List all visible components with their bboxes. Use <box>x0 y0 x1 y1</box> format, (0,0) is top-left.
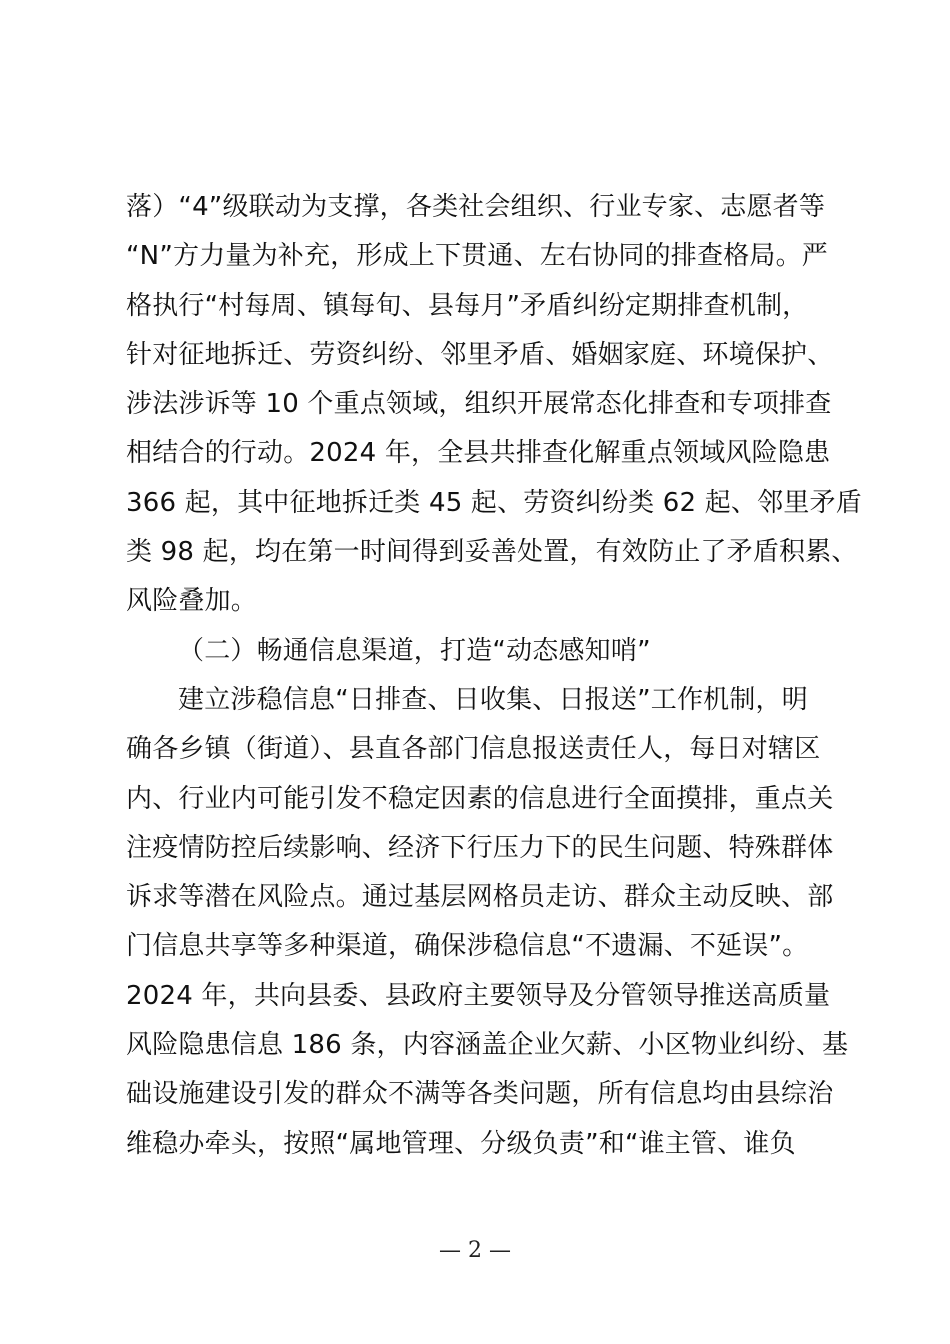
page-number: — 2 — <box>439 1238 511 1263</box>
paragraph-line: 2024 年，共向县委、县政府主要领导及分管领导推送高质量 <box>126 980 831 1011</box>
paragraph-line: 针对征地拆迁、劳资纠纷、邻里矛盾、婚姻家庭、环境保护、 <box>126 339 834 370</box>
paragraph-line: 诉求等潜在风险点。通过基层网格员走访、群众主动反映、部 <box>126 882 834 913</box>
paragraph-line: 注疫情防控后续影响、经济下行压力下的民生问题、特殊群体 <box>126 832 834 863</box>
body-text <box>126 183 862 1169</box>
paragraph-line: 366 起，其中征地拆迁类 45 起、劳资纠纷类 62 起、邻里矛盾 <box>126 487 862 518</box>
paragraph-line: 维稳办牵头，按照“属地管理、分级负责”和“谁主管、谁负 <box>126 1128 796 1159</box>
paragraph-line: 相结合的行动。2024 年，全县共排查化解重点领域风险隐患 <box>126 438 831 469</box>
paragraph-line: “N”方力量为补充，形成上下贯通、左右协同的排查格局。严 <box>126 241 828 272</box>
paragraph-line: 落）“4”级联动为支撑，各类社会组织、行业专家、志愿者等 <box>126 192 826 222</box>
paragraph-line: 内、行业内可能引发不稳定因素的信息进行全面摸排，重点关 <box>126 783 834 814</box>
paragraph-line: 确各乡镇（街道）、县直各部门信息报送责任人，每日对辖区 <box>126 734 821 765</box>
paragraph-line: 涉法涉诉等 10 个重点领域，组织开展常态化排查和专项排查 <box>126 389 832 420</box>
paragraph-line: 门信息共享等多种渠道，确保涉稳信息“不遗漏、不延误”。 <box>126 931 809 962</box>
section-heading: （二）畅通信息渠道，打造“动态感知哨” <box>178 635 651 666</box>
paragraph-line: 风险叠加。 <box>126 586 258 617</box>
paragraph-line: 类 98 起，均在第一时间得到妥善处置，有效防止了矛盾积累、 <box>126 537 858 568</box>
paragraph-line: 风险隐患信息 186 条，内容涵盖企业欠薪、小区物业纠纷、基 <box>126 1030 849 1061</box>
paragraph-line: 建立涉稳信息“日排查、日收集、日报送”工作机制，明 <box>178 684 808 715</box>
paragraph-line: 础设施建设引发的群众不满等各类问题，所有信息均由县综治 <box>126 1079 834 1110</box>
paragraph-line: 格执行“村每周、镇每旬、县每月”矛盾纠纷定期排查机制， <box>126 290 809 321</box>
